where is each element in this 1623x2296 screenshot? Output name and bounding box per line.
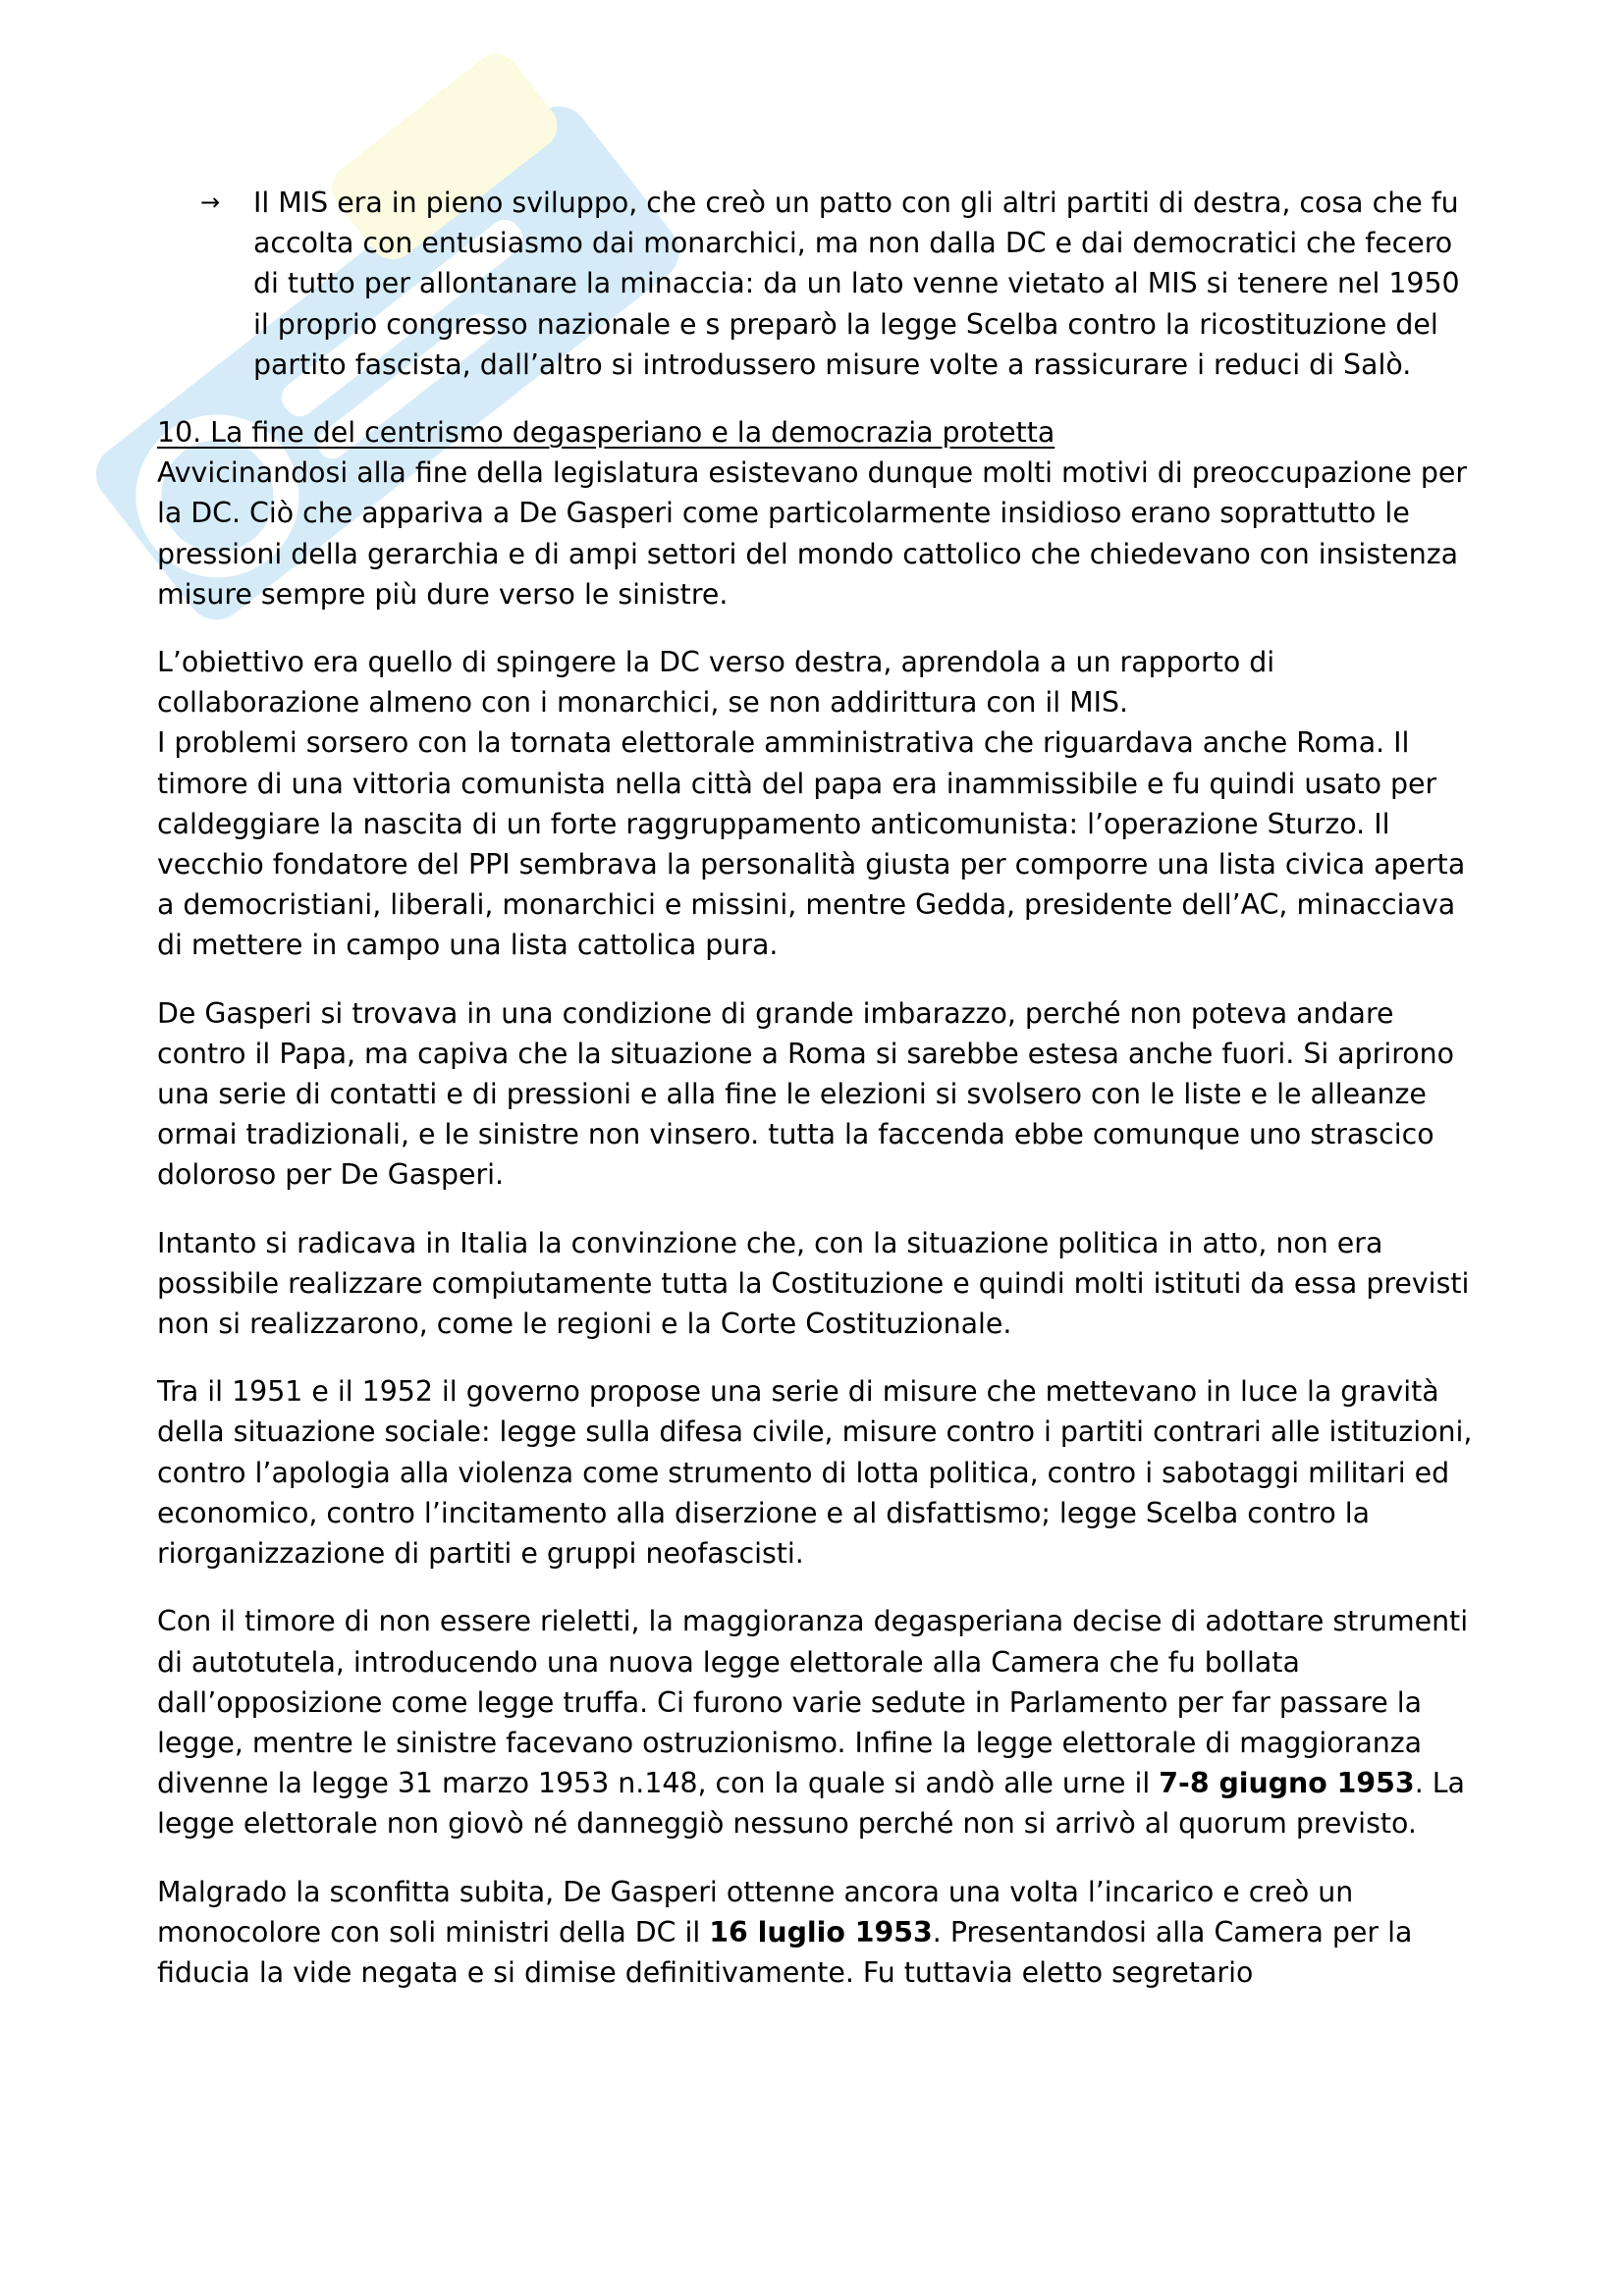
paragraph-4: Intanto si radicava in Italia la convinzione che, con la situazione politica in atto, non era possibile realizzare compiutamente tutta la Costituzione e quindi molti istituti da essa previsti non si realizzarono, come le regioni e la Corte Costituzionale.: [157, 1226, 1470, 1341]
paragraph-6-text-pre: Con il timore di non essere rieletti, la maggioranza degasperiana decise di adottare strumenti di autotutela, introducendo una nuova legge elettorale alla Camera che fu bollata dall’opposizione come legge truffa. Ci furono varie sedute in Parlamento per far passare la legge, mentre le sinistre facevano ostruzionismo. Infine la legge elettorale di maggioranza divenne la legge 31 marzo 1953 n.148, con la quale si andò alle urne il: [157, 1605, 1469, 1800]
paragraph-7-text-post: . Presentandosi alla Camera per la fiducia la vide negata e si dimise definitivamente. Fu tuttavia eletto segretario: [157, 1915, 1413, 1989]
paragraph-7: [157, 1872, 1478, 1994]
paragraph-6: [157, 1601, 1478, 1843]
paragraph-2-line-a: L’obiettivo era quello di spingere la DC verso destra, aprendola a un rapporto di collaborazione almeno con i monarchici, se non addirittura con il MIS.: [157, 646, 1275, 720]
arrow-bullet-icon: →: [200, 188, 221, 216]
date-bold-government: 16 luglio 1953: [709, 1915, 933, 1949]
paragraph-3: De Gasperi si trovava in una condizione di grande imbarazzo, perché non poteva andare contro il Papa, ma capiva che la situazione a Roma si sarebbe estesa anche fuori. Si aprirono una serie di contatti e di pressioni e alla fine le elezioni si svolsero con le liste e le alleanze ormai tradizionali, e le sinistre non vinsero. tutta la faccenda ebbe comunque uno strascico doloroso per De Gasperi.: [157, 996, 1455, 1192]
section-heading: 10. La fine del centrismo degasperiano e la democrazia protetta: [157, 416, 1055, 450]
bullet-text: Il MIS era in pieno sviluppo, che creò un patto con gli altri partiti di destra, cosa che fu accolta con entusiasmo dai monarchici, ma non dalla DC e dai democratici che fecero di tutto per allontanare la minaccia: da un lato venne vietato al MIS si tenere nel 1950 il proprio congresso nazionale e s preparò la legge Scelba contro la ricostituzione del partito fascista, dall’altro si introdussero misure volte a rassicurare i reduci di Salò.: [253, 187, 1460, 381]
date-bold-election: 7-8 giugno 1953: [1159, 1767, 1415, 1800]
paragraph-2-line-b: I problemi sorsero con la tornata elettorale amministrativa che riguardava anche Roma. Il timore di una vittoria comunista nella città del papa era inammissibile e fu quindi usato per caldeggiare la nascita di un forte raggruppamento anticomunista: l’operazione Sturzo. Il vecchio fondatore del PPI sembrava la personalità giusta per comporre una lista civica aperta a democristiani, liberali, monarchici e missini, mentre Gedda, presidente dell’AC, minacciava di mettere in campo una lista cattolica pura.: [157, 726, 1466, 962]
paragraph-2: [157, 642, 1478, 966]
paragraph-5: Tra il 1951 e il 1952 il governo propose una serie di misure che mettevano in luce la gravità della situazione sociale: legge sulla difesa civile, misure contro i partiti contrari alle istituzioni, contro l’apologia alla violenza come strumento di lotta politica, contro i sabotaggi militari ed economico, contro l’incitamento alla diserzione e al disfattismo; legge Scelba contro la riorganizzazione di partiti e gruppi neofascisti.: [157, 1375, 1473, 1571]
bullet-item: [157, 183, 1478, 385]
paragraph-1: Avvicinandosi alla fine della legislatura esistevano dunque molti motivi di preoccupazione per la DC. Ciò che appariva a De Gasperi come particolarmente insidioso erano soprattutto le pressioni della gerarchia e di ampi settori del mondo cattolico che chiedevano con insistenza misure sempre più dure verso le sinistre.: [157, 456, 1468, 611]
document-page: [157, 183, 1478, 2020]
paragraph-7-text-pre: Malgrado la sconfitta subita, De Gasperi ottenne ancora una volta l’incarico e creò un monocolore con soli ministri della DC il: [157, 1875, 1354, 1949]
paragraph-6-text-post: . La legge elettorale non giovò né danneggiò nessuno perché non si arrivò al quorum previsto.: [157, 1767, 1465, 1841]
